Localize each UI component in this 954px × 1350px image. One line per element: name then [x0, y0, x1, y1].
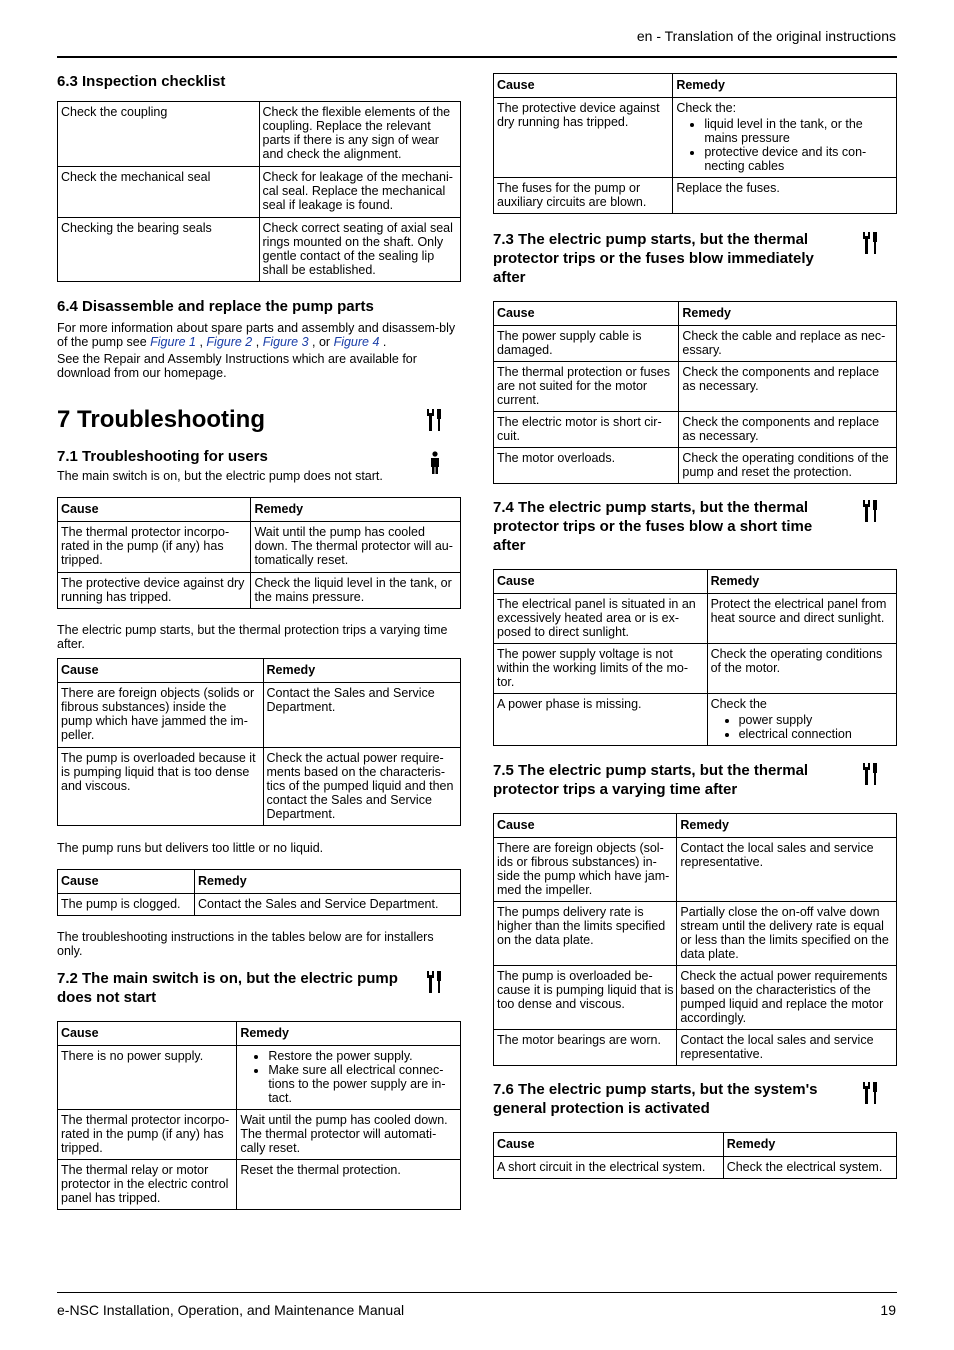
table-row: [494, 838, 897, 902]
table-cell: Contact the local sales and service representative.: [677, 838, 897, 902]
table-row: [58, 522, 461, 573]
no-start-installer-table: [57, 1021, 461, 1210]
table-header-row: [494, 302, 897, 326]
figure-4-link[interactable]: Figure 4: [333, 335, 380, 349]
column-header: Cause: [58, 659, 264, 683]
table-cell: The motor overloads.: [494, 448, 679, 484]
table-cell: The power supply voltage is not within the working limits of the mo-tor.: [494, 644, 708, 694]
separator-text: , or: [308, 335, 334, 349]
column-header: Cause: [494, 74, 673, 98]
table-row: [494, 412, 897, 448]
table-header-row: [494, 570, 897, 594]
section-title-text: 7.2 The main switch is on, but the electric pump does not start: [57, 970, 398, 1006]
table-cell: Checking the bearing seals: [58, 218, 260, 282]
section-title-text: 7.3 The electric pump starts, but the thermal protector trips or the fuses blow immediately after: [493, 231, 814, 286]
section-7-3-title: [493, 230, 897, 287]
table-row: [58, 1160, 461, 1210]
section-title-text: 7.4 The electric pump starts, but the thermal protector trips or the fuses blow a short time after: [493, 499, 813, 554]
users-no-start-table: [57, 497, 461, 609]
table-row: [494, 98, 897, 178]
column-header: Remedy: [263, 659, 460, 683]
column-header: Cause: [494, 1133, 724, 1157]
paragraph-text: For more information about spare parts and assembly and disassem-bly of the pump see: [57, 321, 456, 349]
remedy-list: [676, 117, 894, 173]
header-rule: [57, 56, 897, 58]
general-protection-table: [493, 1132, 897, 1179]
table-row: [58, 748, 461, 826]
section-7-1-title: [57, 447, 461, 466]
table-cell: The motor bearings are worn.: [494, 1030, 677, 1066]
table-row: [58, 573, 461, 609]
table-cell: A power phase is missing.: [494, 694, 708, 746]
table-cell: There are foreign objects (sol-ids or fibrous substances) in-side the pump which have jam-med the impeller.: [494, 838, 677, 902]
remedy-list: [711, 713, 894, 741]
table-cell: Check the actual power requirements based on the characteristics of the pumped liquid and replace the motor accordingly.: [677, 966, 897, 1030]
table-header-row: [58, 870, 461, 894]
users-low-delivery-table: [57, 869, 461, 916]
table-cell: There are foreign objects (solids or fibrous substances) inside the pump which have jammed the im-peller.: [58, 683, 264, 748]
spare-parts-paragraph: [57, 321, 461, 349]
table-cell: Check the operating conditions of the pump and reset the protection.: [679, 448, 897, 484]
tools-icon: [863, 1082, 879, 1106]
section-6-4-title: 6.4 Disassemble and replace the pump parts: [57, 298, 374, 315]
paragraph-text: .: [379, 335, 387, 349]
table-cell: Check the electrical system.: [723, 1157, 896, 1179]
thermal-trip-intro-text: The electric pump starts, but the thermal protection trips a varying time after.: [57, 623, 448, 651]
column-header: Remedy: [237, 1022, 461, 1046]
column-header: Remedy: [251, 498, 461, 522]
table-row: [494, 594, 897, 644]
tools-icon: [863, 232, 879, 256]
list-item: • power supply: [739, 713, 894, 727]
table-cell: Check the components and replace as necessary.: [679, 412, 897, 448]
table-row: [58, 167, 461, 218]
table-cell: Protect the electrical panel from heat source and direct sunlight.: [707, 594, 896, 644]
table-cell: Check the components and replace as necessary.: [679, 362, 897, 412]
table-cell: Check the mechanical seal: [58, 167, 260, 218]
table-cell: Check the actual power require-ments based on the characteris-tics of the pumped liquid and then contact the Sales and Service Department.: [263, 748, 460, 826]
section-7-4-title: [493, 498, 897, 555]
running-header: en - Translation of the original instructions: [636, 28, 896, 44]
tools-icon: [863, 500, 879, 524]
table-header-row: [494, 814, 897, 838]
table-cell: Check the operating conditions of the motor.: [707, 644, 896, 694]
table-row: [494, 694, 897, 746]
remedy-list: [240, 1049, 458, 1105]
table-cell: Check the flexible elements of the coupling. Replace the relevant parts if there is any sign of wear and check the alignment.: [259, 102, 461, 167]
table-row: [494, 448, 897, 484]
page-number: 19: [880, 1302, 896, 1318]
chapter-7-title: [57, 405, 461, 435]
trip-immediately-table: [493, 301, 897, 484]
table-cell: [237, 1046, 461, 1110]
table-cell: A short circuit in the electrical system.: [494, 1157, 724, 1179]
figure-1-link[interactable]: Figure 1: [150, 335, 196, 349]
table-cell: [673, 98, 897, 178]
column-header: Cause: [494, 570, 708, 594]
table-header-row: [58, 1022, 461, 1046]
table-row: [494, 644, 897, 694]
table-row: [58, 1110, 461, 1160]
dry-running-table: [493, 73, 897, 214]
table-row: [494, 326, 897, 362]
table-cell: Contact the Sales and Service Department.: [263, 683, 460, 748]
table-row: [494, 1157, 897, 1179]
section-7-5-title: [493, 761, 897, 799]
chapter-title-text: 7 Troubleshooting: [57, 406, 265, 433]
table-cell: There is no power supply.: [58, 1046, 237, 1110]
column-header: Remedy: [707, 570, 896, 594]
column-header: Cause: [494, 302, 679, 326]
table-cell: The electric motor is short cir-cuit.: [494, 412, 679, 448]
table-row: [58, 102, 461, 167]
table-cell: Replace the fuses.: [673, 178, 897, 214]
table-cell: The pump is overloaded be-cause it is pumping liquid that is too dense and viscous.: [494, 966, 677, 1030]
section-7-6-title: [493, 1080, 897, 1118]
separator-text: ,: [195, 335, 207, 349]
remedy-lead: Check the: [710, 697, 767, 711]
column-header: Remedy: [195, 870, 461, 894]
user-icon: [429, 451, 441, 475]
right-column: [493, 73, 897, 1179]
tools-icon: [427, 409, 443, 433]
figure-2-link[interactable]: Figure 2: [206, 335, 253, 349]
table-row: [494, 1030, 897, 1066]
footer-title: e-NSC Installation, Operation, and Maintenance Manual: [57, 1302, 405, 1318]
section-title-text: 7.1 Troubleshooting for users: [57, 448, 268, 465]
column-header: Remedy: [677, 814, 897, 838]
tools-icon: [863, 763, 879, 787]
list-item: • protective device and its con-necting cables: [704, 145, 894, 173]
table-header-row: [494, 1133, 897, 1157]
section-title-text: 7.6 The electric pump starts, but the system's general protection is activated: [493, 1081, 818, 1117]
table-cell: Reset the thermal protection.: [237, 1160, 461, 1210]
figure-3-link[interactable]: Figure 3: [262, 335, 309, 349]
table-cell: Contact the Sales and Service Department.: [195, 894, 461, 916]
table-row: [494, 362, 897, 412]
table-cell: The thermal protector incorpo-rated in the pump (if any) has tripped.: [58, 1110, 237, 1160]
column-header: Cause: [58, 498, 251, 522]
trip-varying-time-table: [493, 813, 897, 1066]
table-cell: Wait until the pump has cooled down. The thermal protector will au-tomatically reset.: [251, 522, 461, 573]
table-cell: The fuses for the pump or auxiliary circuits are blown.: [494, 178, 673, 214]
remedy-lead: Check the:: [676, 101, 737, 115]
column-header: Remedy: [679, 302, 897, 326]
table-cell: Check correct seating of axial seal rings mounted on the shaft. Only gentle contact of the sealing lip shall be established.: [259, 218, 461, 282]
table-cell: Wait until the pump has cooled down. The thermal protector will automati-cally reset.: [237, 1110, 461, 1160]
list-item: • liquid level in the tank, or the mains pressure: [704, 117, 894, 145]
left-column: [57, 72, 461, 1210]
table-cell: Contact the local sales and service representative.: [677, 1030, 897, 1066]
users-thermal-trip-table: [57, 658, 461, 826]
table-cell: Check the coupling: [58, 102, 260, 167]
column-header: Cause: [58, 870, 195, 894]
table-cell: The protective device against dry running has tripped.: [494, 98, 673, 178]
trip-short-time-table: [493, 569, 897, 746]
table-cell: Check the liquid level in the tank, or the mains pressure.: [251, 573, 461, 609]
footer-rule: [57, 1292, 897, 1293]
table-cell: Check the cable and replace as nec-essary.: [679, 326, 897, 362]
table-cell: The power supply cable is damaged.: [494, 326, 679, 362]
column-header: Cause: [58, 1022, 237, 1046]
table-header-row: [58, 498, 461, 522]
inspection-checklist-table: [57, 101, 461, 282]
table-cell: The pump is overloaded because it is pumping liquid that is too dense and viscous.: [58, 748, 264, 826]
column-header: Cause: [494, 814, 677, 838]
table-row: [494, 966, 897, 1030]
repair-instructions-paragraph: See the Repair and Assembly Instructions which are available for download from our homepage.: [57, 352, 417, 380]
tools-icon: [427, 971, 443, 995]
list-item: • electrical connection: [739, 727, 894, 741]
table-row: [58, 218, 461, 282]
low-delivery-intro-text: The pump runs but delivers too little or no liquid.: [57, 841, 324, 855]
installers-note-text: The troubleshooting instructions in the tables below are for installers only.: [57, 930, 434, 958]
table-cell: The thermal relay or motor protector in the electric control panel has tripped.: [58, 1160, 237, 1210]
table-row: [494, 902, 897, 966]
table-cell: [707, 694, 896, 746]
separator-text: ,: [252, 335, 263, 349]
table-row: [58, 894, 461, 916]
table-cell: The electrical panel is situated in an excessively heated area or is ex-posed to direct sunlight.: [494, 594, 708, 644]
table-cell: The protective device against dry running has tripped.: [58, 573, 251, 609]
table-cell: The thermal protection or fuses are not suited for the motor current.: [494, 362, 679, 412]
table-row: [58, 683, 461, 748]
column-header: Remedy: [723, 1133, 896, 1157]
column-header: Remedy: [673, 74, 897, 98]
table-row: [58, 1046, 461, 1110]
users-intro-text: The main switch is on, but the electric pump does not start.: [57, 469, 383, 483]
list-item: • Make sure all electrical connec-tions to the power supply are in-tact.: [268, 1063, 458, 1105]
table-row: [494, 178, 897, 214]
list-item: • Restore the power supply.: [268, 1049, 458, 1063]
table-cell: Partially close the on-off valve down stream until the delivery rate is equal or less than the limits specified on the data plate.: [677, 902, 897, 966]
table-cell: The pumps delivery rate is higher than the limits specified on the data plate.: [494, 902, 677, 966]
section-6-3-title: 6.3 Inspection checklist: [57, 73, 226, 90]
table-cell: The pump is clogged.: [58, 894, 195, 916]
section-title-text: 7.5 The electric pump starts, but the thermal protector trips a varying time after: [493, 762, 809, 798]
table-header-row: [58, 659, 461, 683]
table-cell: Check for leakage of the mechani-cal seal. Replace the mechanical seal if leakage is found.: [259, 167, 461, 218]
section-7-2-title: [57, 969, 461, 1007]
table-header-row: [494, 74, 897, 98]
table-cell: The thermal protector incorpo-rated in the pump (if any) has tripped.: [58, 522, 251, 573]
